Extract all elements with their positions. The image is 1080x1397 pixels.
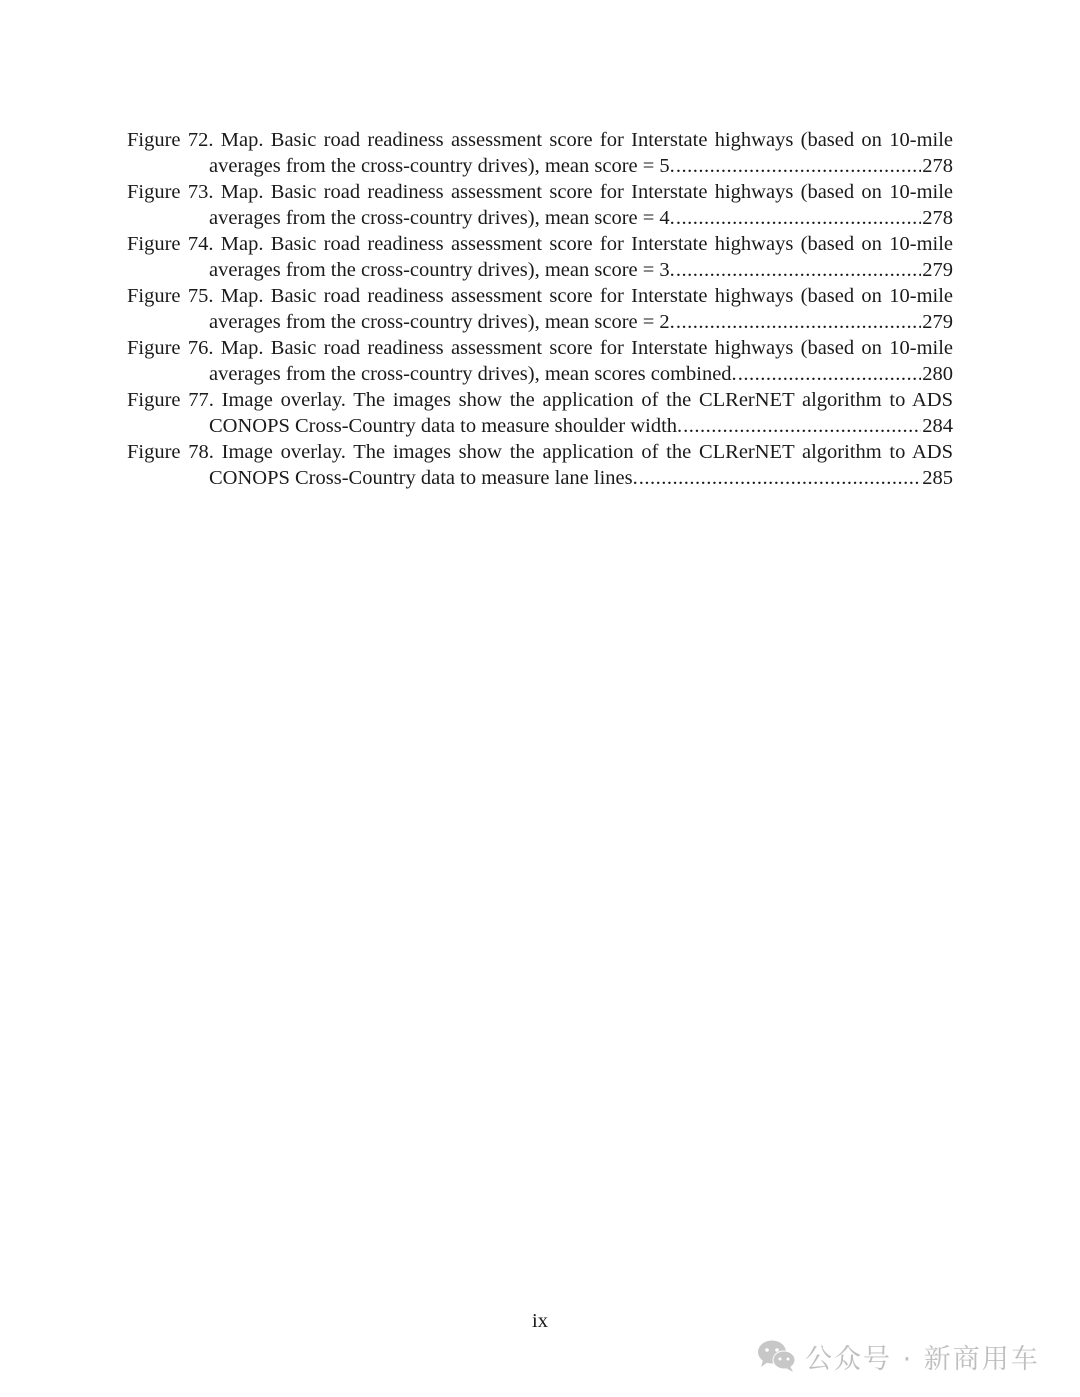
toc-entry-figure-72[interactable] [127, 127, 953, 179]
toc-page-number: 278 [922, 207, 953, 229]
toc-entry-title: Figure 73. Map. Basic road readiness assessment score for Interstate highways (based on 10-mile [127, 181, 953, 203]
list-of-figures [127, 127, 953, 491]
toc-entry-figure-77[interactable] [127, 387, 953, 439]
toc-entry-continuation [127, 205, 953, 231]
toc-entry-continuation [127, 257, 953, 283]
toc-entry-title: Figure 78. Image overlay. The images show the application of the CLRerNET algorithm to ADS [127, 441, 953, 463]
toc-entry-title: Figure 77. Image overlay. The images show the application of the CLRerNET algorithm to ADS [127, 389, 953, 411]
toc-entry-title: Figure 72. Map. Basic road readiness assessment score for Interstate highways (based on 10-mile [127, 129, 953, 151]
watermark-text: 公众号 · 新商用车 [805, 1343, 1040, 1375]
toc-entry-title: Figure 75. Map. Basic road readiness assessment score for Interstate highways (based on 10-mile [127, 285, 953, 307]
toc-entry-continuation [127, 309, 953, 335]
toc-entry-continuation [127, 413, 953, 439]
toc-entry-title-continued: CONOPS Cross-Country data to measure lane lines. [209, 467, 638, 489]
toc-entry-figure-76[interactable] [127, 335, 953, 387]
toc-entry-title-continued: averages from the cross-country drives), mean scores combined. [209, 363, 737, 385]
toc-entry-title-continued: averages from the cross-country drives), mean score = 2. [209, 311, 675, 333]
dot-leader [676, 205, 921, 231]
toc-entry-continuation [127, 361, 953, 387]
toc-entry-title-continued: averages from the cross-country drives), mean score = 3. [209, 259, 675, 281]
toc-entry-figure-73[interactable] [127, 179, 953, 231]
watermark [757, 1336, 1040, 1376]
page-number: ix [532, 1310, 548, 1332]
dot-leader [676, 153, 921, 179]
toc-entry-title-continued: averages from the cross-country drives), mean score = 5. [209, 155, 675, 177]
toc-page-number: 280 [922, 363, 953, 385]
toc-entry-title-continued: CONOPS Cross-Country data to measure shoulder width. [209, 415, 683, 437]
toc-entry-figure-75[interactable] [127, 283, 953, 335]
toc-page-number: 279 [922, 259, 953, 281]
wechat-icon [757, 1339, 797, 1373]
toc-entry-title-continued: averages from the cross-country drives), mean score = 4. [209, 207, 675, 229]
toc-entry-figure-74[interactable] [127, 231, 953, 283]
dot-leader [683, 413, 921, 439]
toc-page-number: 285 [922, 467, 953, 489]
toc-entry-title: Figure 76. Map. Basic road readiness assessment score for Interstate highways (based on 10-mile [127, 337, 953, 359]
dot-leader [738, 361, 922, 387]
toc-page-number: 278 [922, 155, 953, 177]
toc-entry-continuation [127, 465, 953, 491]
dot-leader [639, 465, 922, 491]
toc-entry-continuation [127, 153, 953, 179]
dot-leader [676, 257, 921, 283]
toc-entry-title: Figure 74. Map. Basic road readiness assessment score for Interstate highways (based on 10-mile [127, 233, 953, 255]
toc-page-number: 279 [922, 311, 953, 333]
dot-leader [676, 309, 921, 335]
toc-page-number: 284 [922, 415, 953, 437]
toc-entry-figure-78[interactable] [127, 439, 953, 491]
